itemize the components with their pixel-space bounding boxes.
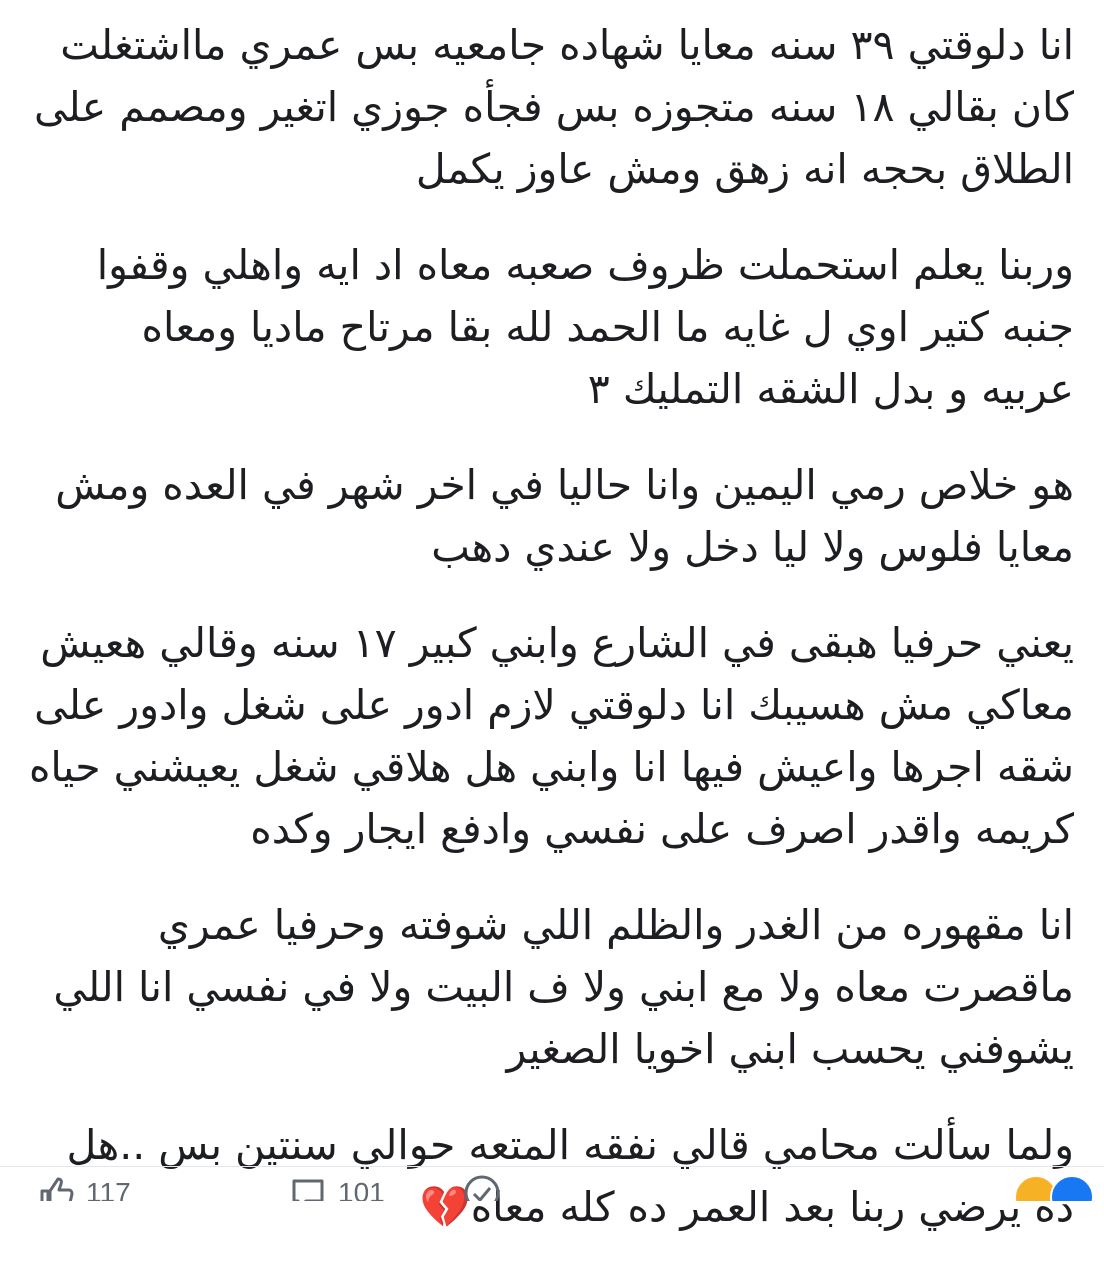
paragraph-2 bbox=[28, 234, 1074, 420]
text-line: شقه اجرها واعيش فيها انا وابني هل هلاقي شغل يعيشني حياه bbox=[28, 743, 1074, 791]
post-text bbox=[28, 14, 1074, 1272]
paragraph-4 bbox=[28, 612, 1074, 860]
comment-button[interactable] bbox=[288, 1173, 385, 1201]
likes-count: 117 bbox=[86, 1177, 131, 1201]
text-line: عربيه و بدل الشقه التمليك ٣ bbox=[587, 365, 1074, 413]
paragraph-1 bbox=[28, 14, 1074, 200]
text-line: يشوفني يحسب ابني اخويا الصغير bbox=[506, 1025, 1074, 1073]
text-line: هو خلاص رمي اليمين وانا حاليا في اخر شهر في العده ومش bbox=[55, 461, 1074, 509]
paragraph-3 bbox=[28, 454, 1074, 578]
share-button[interactable] bbox=[462, 1173, 502, 1201]
reaction-summary[interactable] bbox=[1022, 1175, 1094, 1201]
text-line: جنبه كتير اوي ل غايه ما الحمد لله بقا مرتاح ماديا ومعاه bbox=[141, 303, 1074, 351]
share-icon bbox=[462, 1173, 502, 1201]
comments-count: 101 bbox=[338, 1177, 385, 1201]
like-button[interactable] bbox=[36, 1173, 131, 1201]
text-line: ماقصرت معاه ولا مع ابني ولا ف البيت ولا في نفسي انا اللي bbox=[53, 963, 1074, 1011]
like-icon bbox=[1050, 1175, 1094, 1201]
text-line: معاكي مش هسيبك انا دلوقتي لازم ادور على شغل وادور على bbox=[34, 681, 1074, 729]
text-line: يعني حرفيا هبقى في الشارع وابني كبير ١٧ سنه وقالي هعيش bbox=[40, 619, 1074, 667]
text-line: كريمه واقدر اصرف على نفسي وادفع ايجار وكده bbox=[250, 805, 1074, 853]
broken-heart-icon: 💔 bbox=[419, 1183, 471, 1231]
text-line: الطلاق بحجه انه زهق ومش عاوز يكمل bbox=[415, 145, 1074, 193]
reactions-bar bbox=[0, 1166, 1104, 1201]
text-line: وربنا يعلم استحملت ظروف صعبه معاه اد ايه واهلي وقفوا bbox=[96, 241, 1074, 289]
text-line: انا مقهوره من الغدر والظلم اللي شوفته وحرفيا عمري bbox=[157, 901, 1074, 949]
text-line: انا دلوقتي ٣٩ سنه معايا شهاده جامعيه بس عمري مااشتغلت bbox=[60, 21, 1074, 69]
text-line-content: ده يرضي ربنا بعد العمر ده كله معاه bbox=[470, 1183, 1074, 1231]
comment-icon bbox=[288, 1173, 328, 1201]
text-line: ولما سألت محامي قالي نفقه المتعه حوالي سنتين بس ..هل bbox=[66, 1121, 1074, 1169]
paragraph-5 bbox=[28, 894, 1074, 1080]
thumbs-up-icon bbox=[36, 1173, 76, 1201]
text-line: معايا فلوس ولا ليا دخل ولا عندي دهب bbox=[431, 523, 1074, 571]
text-line: كان بقالي ١٨ سنه متجوزه بس فجأه جوزي اتغير ومصمم على bbox=[33, 83, 1074, 131]
